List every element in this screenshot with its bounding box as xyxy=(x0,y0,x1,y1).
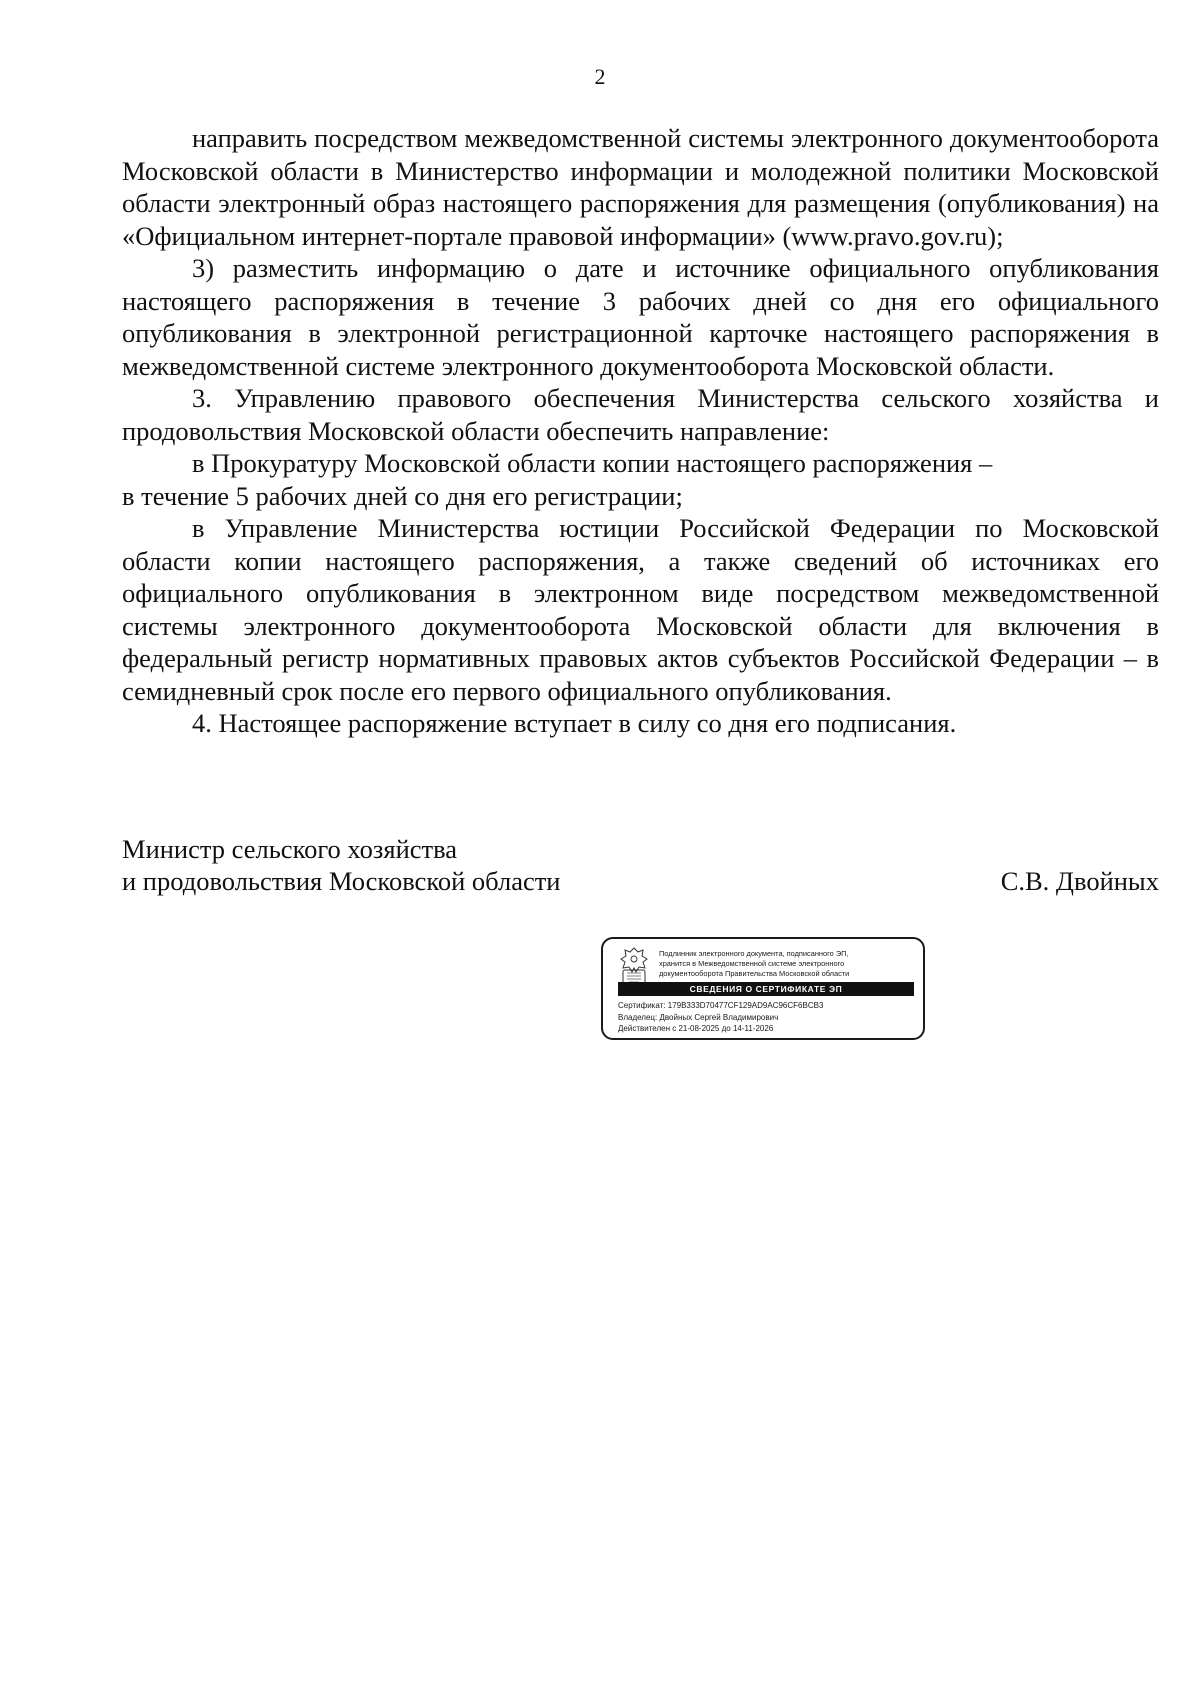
stamp-validity: Действителен с 21-08-2025 до 14-11-2026 xyxy=(618,1024,774,1033)
paragraph-send-to-ministry: направить посредством межведомственной системы электронного документооборота Московской области в Министерство информации и молодежной политики Московской области электронный образ настоящего распоряжения для размещения (опубликования) на «Официальном интернет-портале правовой информации» (www.pravo.gov.ru); xyxy=(122,123,1159,251)
stamp-notice-line3: документооборота Правительства Московской области xyxy=(659,969,850,978)
electronic-signature-stamp xyxy=(601,937,925,1040)
paragraph-item-4-effective-date: 4. Настоящее распоряжение вступает в силу со дня его подписания. xyxy=(192,708,957,738)
paragraph-justice-ministry: в Управление Министерства юстиции Российской Федерации по Московской области копии настоящего распоряжения, а также сведений об источниках его официального опубликования в электронном виде посредством межведомственной системы электронного документооборота Московской области для включения в федеральный регистр нормативных правовых актов субъектов Российской Федерации – в семидневный срок после его первого официального опубликования. xyxy=(122,513,1159,706)
paragraph-prosecutor-deadline: в течение 5 рабочих дней со дня его регистрации; xyxy=(122,480,683,511)
page-number: 2 xyxy=(594,64,606,89)
stamp-notice-line2: хранится в Межведомственной системе электронного xyxy=(659,959,845,968)
paragraph-item-3-legal-department: 3. Управлению правового обеспечения Министерства сельского хозяйства и продовольствия Московской области обеспечить направление: xyxy=(122,383,1159,446)
stamp-owner: Владелец: Двойных Сергей Владимирович xyxy=(618,1012,779,1022)
signature-block xyxy=(122,833,1159,897)
paragraph-prosecutor: в Прокуратуру Московской области копии настоящего распоряжения – xyxy=(192,448,993,478)
document-body xyxy=(122,122,1159,740)
signatory-position-line2: и продовольствия Московской области xyxy=(122,866,561,896)
stamp-certificate-number: Сертификат: 179B333D70477CF129AD9AC96CF6BCB3 xyxy=(618,1001,824,1010)
stamp-header: СВЕДЕНИЯ О СЕРТИФИКАТЕ ЭП xyxy=(618,982,914,996)
stamp-certificate-details xyxy=(618,1000,918,1035)
stamp-notice-line1: Подлинник электронного документа, подписанного ЭП, xyxy=(659,949,849,958)
moscow-region-coat-of-arms-icon xyxy=(617,946,651,986)
signatory-position-line1: Министр сельского хозяйства xyxy=(122,834,458,864)
paragraph-item-3-publication-info: 3) разместить информацию о дате и источнике официального опубликования настоящего распоряжения в течение 3 рабочих дней со дня его официального опубликования в электронной регистрационной карточке настоящего распоряжения в межведомственной системе электронного документооборота Московской области. xyxy=(122,253,1159,381)
stamp-notice xyxy=(659,949,919,979)
signatory-name: С.В. Двойных xyxy=(1000,866,1159,896)
